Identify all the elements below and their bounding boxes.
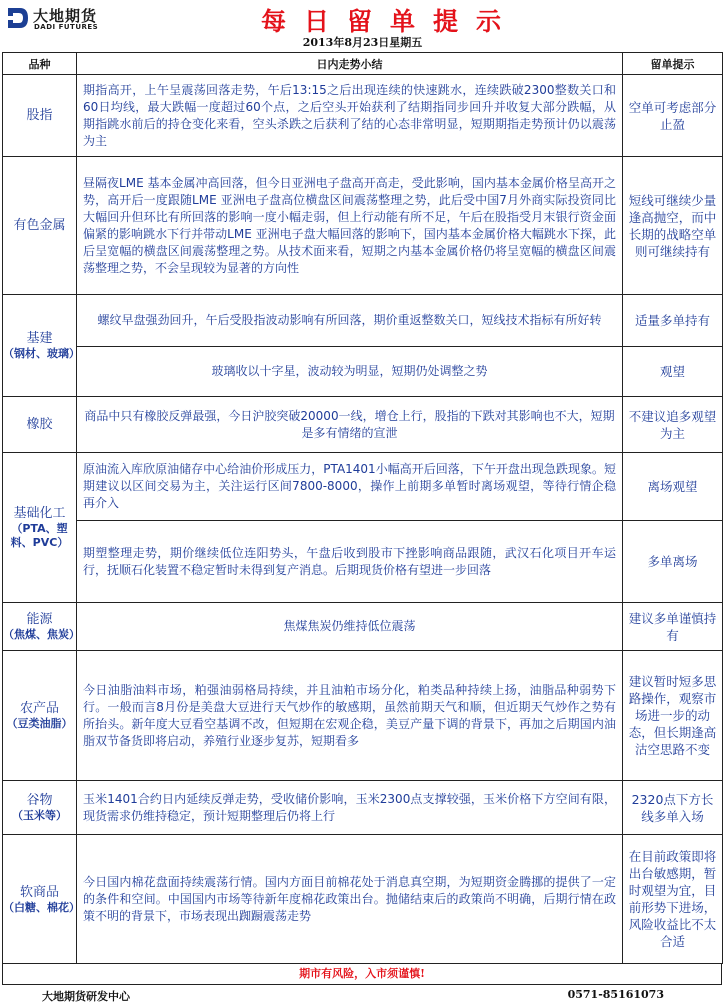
variety-name: 股指 — [26, 108, 53, 123]
table-row — [3, 835, 723, 964]
variety-name: 农产品 — [19, 701, 59, 716]
trend-summary-cell: 原油流入库欣原油储存中心给油价形成压力，PTA1401小幅高开后回落，下午开盘出现急跌现象。短期建议以区间交易为主，关注运行区间7800-8000，操作上前期多单暂时离场观望，等待行情企稳再介入 — [77, 453, 623, 521]
variety-name: 基础化工 — [13, 506, 66, 521]
position-tip-cell: 在目前政策即将出台敏感期，暂时观望为宜，目前形势下进场，风险收益比不太合适 — [623, 835, 723, 964]
variety-subtitle: （白糖、棉花） — [3, 900, 80, 914]
trend-summary-cell: 焦煤焦炭仍维持低位震荡 — [77, 603, 623, 651]
trend-summary-cell: 期指高开，上午呈震荡回落走势，午后13:15之后出现连续的快速跳水，连续跌破2300整数关口和60日均线，最大跌幅一度超过60个点，之后空头开始获利了结期指同步回升并收复大部分跌幅，从期指跳水前后的持仓变化来看，空头杀跌之后获利了结的心态非常明显，短期期指走势预计仍以震荡为主 — [77, 75, 623, 157]
trend-summary-cell: 商品中只有橡胶反弹最强，今日沪胶突破20000一线，增仓上行，股指的下跌对其影响也不大，短期是多有情绪的宣泄 — [77, 397, 623, 453]
table-row — [3, 781, 723, 835]
position-tip-cell: 短线可继续少量逢高抛空，而中长期的战略空单则可继续持有 — [623, 157, 723, 295]
table-row — [3, 157, 723, 295]
position-tip-cell: 建议暂时短多思路操作，观察市场进一步的动态，但长期逢高沽空思路不变 — [623, 651, 723, 781]
variety-subtitle: （焦煤、焦炭） — [3, 628, 80, 641]
daily-tips-table — [2, 52, 723, 964]
trend-summary-cell: 昼隔夜LME 基本金属冲高回落，但今日亚洲电子盘高开高走，受此影响，国内基本金属价格呈高开之势，高开后一度跟随LME 亚洲电子盘高位横盘区间震荡整理之势，此后受中国7月外商实际投资同比大幅回升但环比有所回落的影响一度小幅走弱，但上行动能有所不足，午后在股指受月末银行资金面偏紧的影响跳水下行并带动LME 亚洲电子盘大幅回落的影响下，国内基本金属价格大幅跳水下探，此后呈宽幅的横盘区间震荡整理之势。从技术面来看，短期之内基本金属价格仍将呈宽幅的横盘区间震荡整理之势，不会呈现较为显著的方向性 — [77, 157, 623, 295]
variety-cell — [3, 295, 80, 397]
variety-cell — [3, 157, 77, 295]
trend-summary-cell: 期塑整理走势，期价继续低位连阳势头，午盘后收到股市下挫影响商品跟随，武汉石化项目开车运行，抚顺石化装置不稳定暂时未得到复产消息。后期现货价格有望进一步回落 — [77, 521, 623, 603]
trend-summary-cell: 玻璃收以十字星，波动较为明显，短期仍处调整之势 — [77, 347, 623, 397]
variety-cell — [3, 835, 80, 964]
position-tip-cell: 多单离场 — [623, 521, 723, 603]
variety-subtitle: （玉米等） — [12, 809, 67, 822]
variety-cell — [3, 603, 80, 651]
research-center-name: 大地期货研发中心 — [42, 990, 130, 1003]
position-tip-cell: 建议多单谨慎持有 — [623, 603, 723, 651]
position-tip-cell: 适量多单持有 — [623, 295, 723, 347]
table-row — [3, 347, 723, 397]
column-header-variety: 品种 — [3, 53, 77, 75]
table-row — [3, 453, 723, 521]
variety-cell — [3, 651, 77, 781]
table-row — [3, 651, 723, 781]
logo-english-name: DADI FUTURES — [34, 23, 99, 31]
variety-cell — [3, 397, 77, 453]
table-row — [3, 75, 723, 157]
table-row — [3, 397, 723, 453]
page-footer — [2, 985, 722, 1007]
column-header-intraday-summary: 日内走势小结 — [77, 53, 623, 75]
trend-summary-cell: 螺纹早盘强劲回升，午后受股指波动影响有所回落，期价重返整数关口，短线技术指标有所好转 — [77, 295, 623, 347]
table-row — [3, 603, 723, 651]
contact-phone: 0571-85161073 — [567, 988, 664, 1001]
trend-summary-cell: 今日油脂油料市场，粕强油弱格局持续，并且油粕市场分化，粕类品种持续上扬，油脂品种弱势下行。一般而言8月份是美盘大豆进行天气炒作的敏感期，虽然前期天气和顺，但近期天气炒作之势有所抬头。新年度大豆看空基调不改，但短期在宏观企稳，美豆产量下调的背景下，再加之后期国内油脂双节备货即将启动，养殖行业逐步复苏，短期看多 — [77, 651, 623, 781]
table-header-row — [3, 53, 723, 75]
variety-name: 有色金属 — [13, 218, 66, 233]
variety-name: 基建 — [26, 331, 53, 346]
page-title: 每日留单提示 — [260, 7, 519, 36]
variety-cell — [3, 781, 77, 835]
variety-subtitle: （钢材、玻璃） — [3, 347, 80, 360]
variety-name: 软商品 — [19, 884, 59, 900]
variety-name: 橡胶 — [26, 417, 53, 432]
variety-cell — [3, 75, 77, 157]
variety-cell — [3, 453, 77, 603]
table-row — [3, 521, 723, 603]
risk-warning: 期市有风险，入市须谨慎! — [2, 963, 722, 985]
position-tip-cell: 观望 — [623, 347, 723, 397]
variety-subtitle: （PTA、塑料、PVC） — [10, 522, 69, 549]
position-tip-cell: 空单可考虑部分止盈 — [623, 75, 723, 157]
variety-name: 能源 — [26, 612, 53, 627]
variety-name: 谷物 — [26, 793, 53, 808]
report-date: 2013年8月23日星期五 — [302, 36, 423, 49]
position-tip-cell: 离场观望 — [623, 453, 723, 521]
trend-summary-cell: 今日国内棉花盘面持续震荡行情。国内方面目前棉花处于消息真空期，为短期资金腾挪的提供了一定的条件和空间。中国国内市场等待新年度棉花政策出台。抛储结束后的政策尚不明确，后期行情在政策不明的背景下，市场表现出踟蹰震荡走势 — [77, 835, 623, 964]
logo-chinese-name: 大地期货 — [33, 7, 98, 25]
table-row — [3, 295, 723, 347]
trend-summary-cell: 玉米1401合约日内延续反弹走势，受收储价影响，玉米2300点支撑较强，玉米价格下方空间有限，现货需求仍维持稳定，预计短期整理后仍将上行 — [77, 781, 623, 835]
page-header — [0, 0, 725, 34]
dadi-futures-logo — [6, 4, 118, 32]
position-tip-cell: 不建议追多观望为主 — [623, 397, 723, 453]
position-tip-cell: 2320点下方长线多单入场 — [623, 781, 723, 835]
dadi-logo-icon — [6, 6, 30, 30]
column-header-position-tip: 留单提示 — [623, 53, 723, 75]
variety-subtitle: （豆类油脂） — [6, 717, 73, 730]
